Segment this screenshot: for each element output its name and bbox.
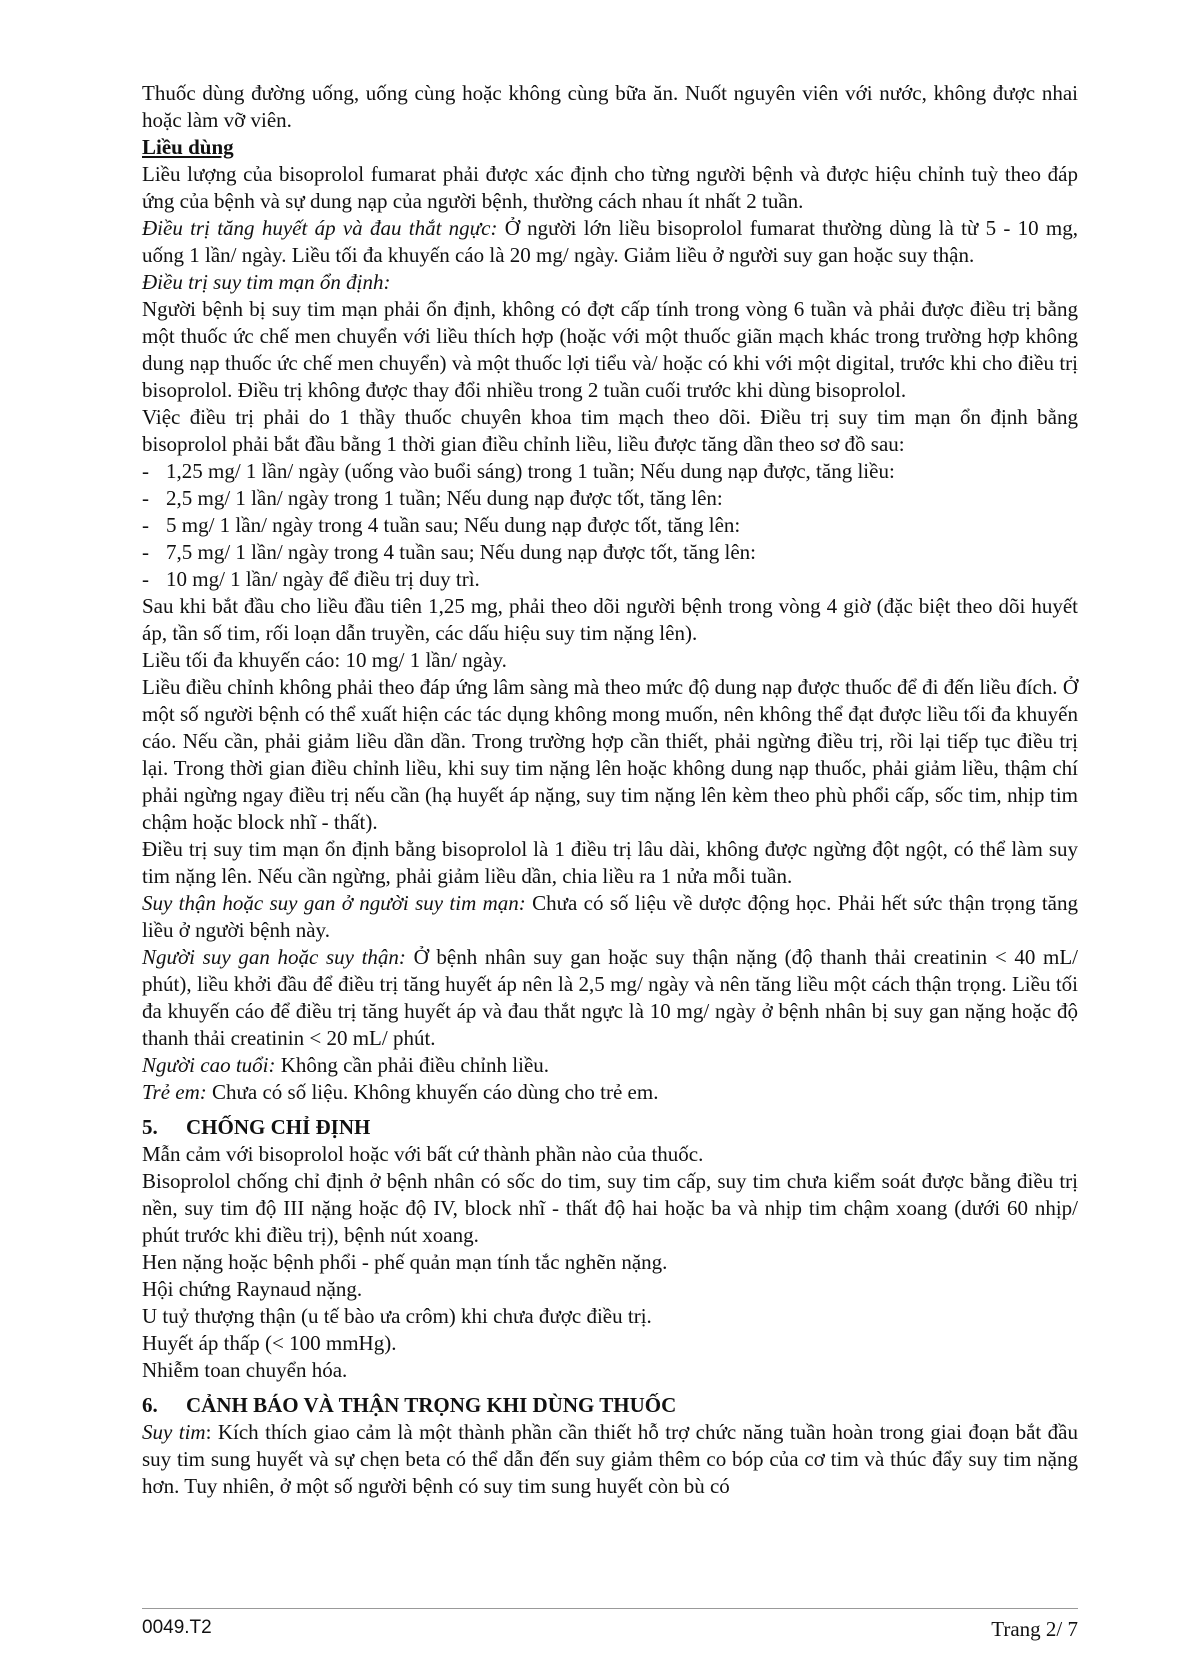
list-item [142,566,1078,593]
paragraph-dosage-general: Liều lượng của bisoprolol fumarat phải được xác định cho từng người bệnh và được hiệu chỉnh tuỳ theo đáp ứng của bệnh và sự dung nạp của người bệnh, thường cách nhau ít nhất 2 tuần. [142,162,1078,213]
list-item [142,539,1078,566]
titration-schedule-list [142,458,1078,593]
section-heading-warnings [142,1392,1078,1419]
lead-children: Trẻ em: [142,1080,207,1104]
contraindication-item: Bisoprolol chống chỉ định ở bệnh nhân có sốc do tim, suy tim cấp, suy tim chưa kiểm soát được bằng điều trị nền, suy tim độ III nặng hoặc độ IV, block nhĩ - thất độ hai hoặc ba và nhịp tim chậm xoang (dưới 60 nhịp/ phút trước khi điều trị), bệnh nút xoang. [142,1169,1078,1247]
paragraph-titration-intro: Việc điều trị phải do 1 thầy thuốc chuyên khoa tim mạch theo dõi. Điều trị suy tim mạn ổn định bằng bisoprolol phải bắt đầu bằng 1 thời gian điều chỉnh liều, liều được tăng dần theo sơ đồ sau: [142,405,1078,456]
paragraph-renal-hepatic [142,944,1078,1052]
list-item-text: 5 mg/ 1 lần/ ngày trong 4 tuần sau; Nếu dung nạp được tốt, tăng lên: [166,513,741,537]
heading-lieu-dung: Liều dùng [142,135,234,159]
contraindication-item: Hội chứng Raynaud nặng. [142,1277,363,1301]
paragraph-monitoring: Sau khi bắt đầu cho liều đầu tiên 1,25 mg, phải theo dõi người bệnh trong vòng 4 giờ (đặc biệt theo dõi huyết áp, tần số tim, rối loạn dẫn truyền, các dấu hiệu suy tim nặng lên). [142,594,1078,645]
footer-page-number: Trang 2/ 7 [991,1617,1078,1641]
text-renal-hepatic: Ở bệnh nhân suy gan hoặc suy thận nặng (độ thanh thải creatinin < 40 mL/ phút), liều khởi đầu để điều trị tăng huyết áp nên là 2,5 mg/ ngày và nên tăng liều một cách thận trọng. Liều tối đa khuyến cáo để điều trị tăng huyết áp và đau thắt ngực là 10 mg/ ngày ở bệnh nhân bị suy gan nặng hoặc độ thanh thải creatinin < 20 mL/ phút. [142,945,1079,1050]
list-item [142,458,1078,485]
contraindication-item: Mẫn cảm với bisoprolol hoặc với bất cứ thành phần nào của thuốc. [142,1142,704,1166]
contraindication-item: Hen nặng hoặc bệnh phổi - phế quản mạn tính tắc nghẽn nặng. [142,1250,668,1274]
paragraph-administration: Thuốc dùng đường uống, uống cùng hoặc không cùng bữa ăn. Nuốt nguyên viên với nước, không được nhai hoặc làm vỡ viên. [142,81,1078,132]
text-hypertension: Ở người lớn liều bisoprolol fumarat thường dùng là từ 5 - 10 mg, uống 1 lần/ ngày. Liều tối đa khuyến cáo là 20 mg/ ngày. Giảm liều ở người suy gan hoặc suy thận. [142,216,1078,267]
paragraph-children [142,1079,1078,1106]
text-heart-failure-warning: : Kích thích giao cảm là một thành phần cần thiết hỗ trợ chức năng tuần hoàn trong giai đoạn bắt đầu suy tim sung huyết và sự chẹn beta có thể dẫn đến suy giảm thêm co bóp của cơ tim và thúc đẩy suy tim nặng hơn. Tuy nhiên, ở một số người bệnh có suy tim sung huyết còn bù có [142,1420,1078,1498]
section-heading-contraindications [142,1114,1078,1141]
lead-hypertension: Điều trị tăng huyết áp và đau thắt ngực: [142,216,498,240]
paragraph-max-dose: Liều tối đa khuyến cáo: 10 mg/ 1 lần/ ngày. [142,648,507,672]
lead-elderly: Người cao tuổi: [142,1053,276,1077]
footer-document-code: 0049.T2 [142,1617,212,1638]
footer-divider [142,1608,1078,1609]
list-dash: - [142,540,149,564]
text-elderly: Không cần phải điều chỉnh liều. [275,1053,550,1077]
lead-renal-hepatic: Người suy gan hoặc suy thận: [142,945,406,969]
subheading-heart-failure: Điều trị suy tim mạn ổn định: [142,270,391,294]
section-title: CHỐNG CHỈ ĐỊNH [186,1115,371,1139]
list-item [142,512,1078,539]
list-item-text: 7,5 mg/ 1 lần/ ngày trong 4 tuần sau; Nếu dung nạp được tốt, tăng lên: [166,540,756,564]
contraindication-item: U tuỷ thượng thận (u tế bào ưa crôm) khi chưa được điều trị. [142,1304,652,1328]
section-number: 5. [142,1115,158,1139]
section-title: CẢNH BÁO VÀ THẬN TRỌNG KHI DÙNG THUỐC [186,1393,677,1417]
list-dash: - [142,459,149,483]
list-item [142,485,1078,512]
paragraph-long-term: Điều trị suy tim mạn ổn định bằng bisoprolol là 1 điều trị lâu dài, không được ngừng đột ngột, có thể làm suy tim nặng lên. Nếu cần ngừng, phải giảm liều dần, chia liều ra 1 nửa mỗi tuần. [142,837,1078,888]
list-item-text: 1,25 mg/ 1 lần/ ngày (uống vào buổi sáng) trong 1 tuần; Nếu dung nạp được, tăng liều: [166,459,895,483]
paragraph-elderly [142,1052,1078,1079]
paragraph-hypertension [142,215,1078,269]
lead-renal-hepatic-hf: Suy thận hoặc suy gan ở người suy tim mạn: [142,891,526,915]
paragraph-adjustment: Liều điều chỉnh không phải theo đáp ứng lâm sàng mà theo mức độ dung nạp được thuốc để đi đến liều đích. Ở một số người bệnh có thể xuất hiện các tác dụng không mong muốn, nên không thể đạt được liều tối đa khuyến cáo. Nếu cần, phải giảm liều dần dần. Trong trường hợp cần thiết, phải ngừng điều trị, rồi lại tiếp tục điều trị lại. Trong thời gian điều chỉnh liều, khi suy tim nặng lên hoặc không dung nạp thuốc, phải giảm liều, thậm chí phải ngừng ngay điều trị nếu cần (hạ huyết áp nặng, suy tim nặng lên kèm theo phù phổi cấp, sốc tim, nhịp tim chậm hoặc block nhĩ - thất). [142,675,1078,834]
text-renal-hepatic-hf: Chưa có số liệu về dược động học. Phải hết sức thận trọng tăng liều ở người bệnh này. [142,891,1078,942]
list-dash: - [142,513,149,537]
paragraph-heart-failure-warning [142,1419,1078,1500]
list-item-text: 2,5 mg/ 1 lần/ ngày trong 1 tuần; Nếu dung nạp được tốt, tăng lên: [166,486,723,510]
document-page [142,80,1078,1500]
section-number: 6. [142,1393,158,1417]
list-dash: - [142,486,149,510]
list-dash: - [142,567,149,591]
contraindication-item: Nhiễm toan chuyển hóa. [142,1358,348,1382]
text-children: Chưa có số liệu. Không khuyến cáo dùng cho trẻ em. [206,1080,659,1104]
contraindication-item: Huyết áp thấp (< 100 mmHg). [142,1331,397,1355]
lead-heart-failure-warning: Suy tim [142,1420,206,1444]
paragraph-heart-failure-prereq: Người bệnh bị suy tim mạn phải ổn định, không có đợt cấp tính trong vòng 6 tuần và phải được điều trị bằng một thuốc ức chế men chuyển với liều thích hợp (hoặc với một thuốc giãn mạch khác trong trường hợp không dung nạp thuốc ức chế men chuyển) và một thuốc lợi tiểu và/ hoặc có khi với một digital, trước khi cho điều trị bisoprolol. Điều trị không được thay đổi nhiều trong 2 tuần cuối trước khi dùng bisoprolol. [142,297,1078,402]
paragraph-renal-hepatic-hf [142,890,1078,944]
list-item-text: 10 mg/ 1 lần/ ngày để điều trị duy trì. [166,567,480,591]
